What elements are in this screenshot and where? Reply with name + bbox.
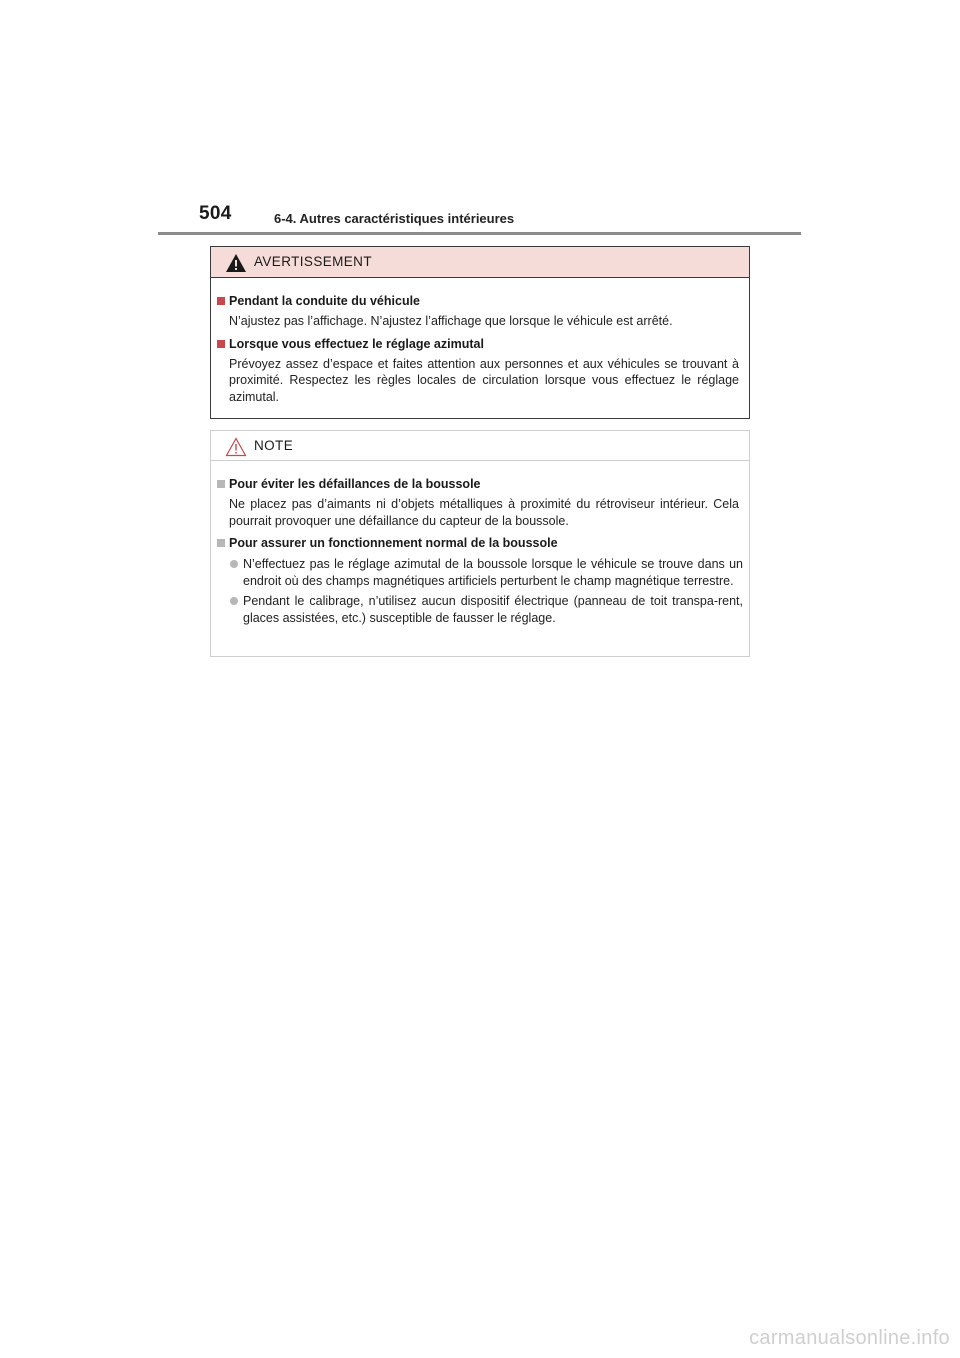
square-bullet-icon xyxy=(217,340,225,348)
warning-item xyxy=(217,292,743,330)
warning-label: AVERTISSEMENT xyxy=(254,254,372,269)
caution-outline-icon xyxy=(225,437,247,457)
note-bullet-text: Pendant le calibrage, n’utilisez aucun dispositif électrique (panneau de toit transpa-rent, glaces assistées, etc.) susceptible de fausser le réglage. xyxy=(243,594,743,625)
note-item-text: Ne placez pas d’aimants ni d’objets métalliques à proximité du rétroviseur intérieur. Cela pourrait provoquer une défaillance du capteur de la boussole. xyxy=(229,497,739,528)
page-header xyxy=(199,203,801,235)
note-item xyxy=(217,534,743,626)
round-bullet-icon xyxy=(230,560,238,568)
note-bullet xyxy=(217,593,743,626)
warning-item xyxy=(217,335,743,406)
warning-box xyxy=(210,246,750,419)
warning-header xyxy=(211,247,749,278)
note-bullet xyxy=(217,556,743,589)
note-item xyxy=(217,475,743,529)
square-bullet-icon xyxy=(217,539,225,547)
note-body xyxy=(211,461,749,626)
watermark: carmanualsonline.info xyxy=(749,1327,950,1349)
note-header xyxy=(211,431,749,461)
square-bullet-icon xyxy=(217,297,225,305)
warning-item-text: Prévoyez assez d’espace et faites attention aux personnes et aux véhicules se trouvant à proximité. Respectez les règles locales de circulation lorsque vous effectuez le réglage azimutal. xyxy=(229,356,739,404)
warning-item-text: N’ajustez pas l’affichage. N’ajustez l’affichage que lorsque le véhicule est arrêté. xyxy=(229,314,673,328)
round-bullet-icon xyxy=(230,597,238,605)
note-item-title: Pour assurer un fonctionnement normal de la boussole xyxy=(229,536,558,550)
warning-triangle-icon xyxy=(225,253,247,273)
note-label: NOTE xyxy=(254,438,294,453)
warning-item-title: Lorsque vous effectuez le réglage azimutal xyxy=(229,336,484,351)
note-item-title: Pour éviter les défaillances de la boussole xyxy=(229,477,481,491)
header-rule xyxy=(158,232,801,235)
warning-item-title: Pendant la conduite du véhicule xyxy=(229,294,421,308)
page-number: 504 xyxy=(199,203,232,224)
warning-body xyxy=(211,278,749,405)
note-bullet-text: N’effectuez pas le réglage azimutal de la boussole lorsque le véhicule se trouve dans un endroit où des champs magnétiques artificiels perturbent le champ magnétique terrestre. xyxy=(243,557,743,588)
section-title: 6-4. Autres caractéristiques intérieures xyxy=(274,211,515,226)
square-bullet-icon xyxy=(217,480,225,488)
note-box xyxy=(210,430,750,657)
